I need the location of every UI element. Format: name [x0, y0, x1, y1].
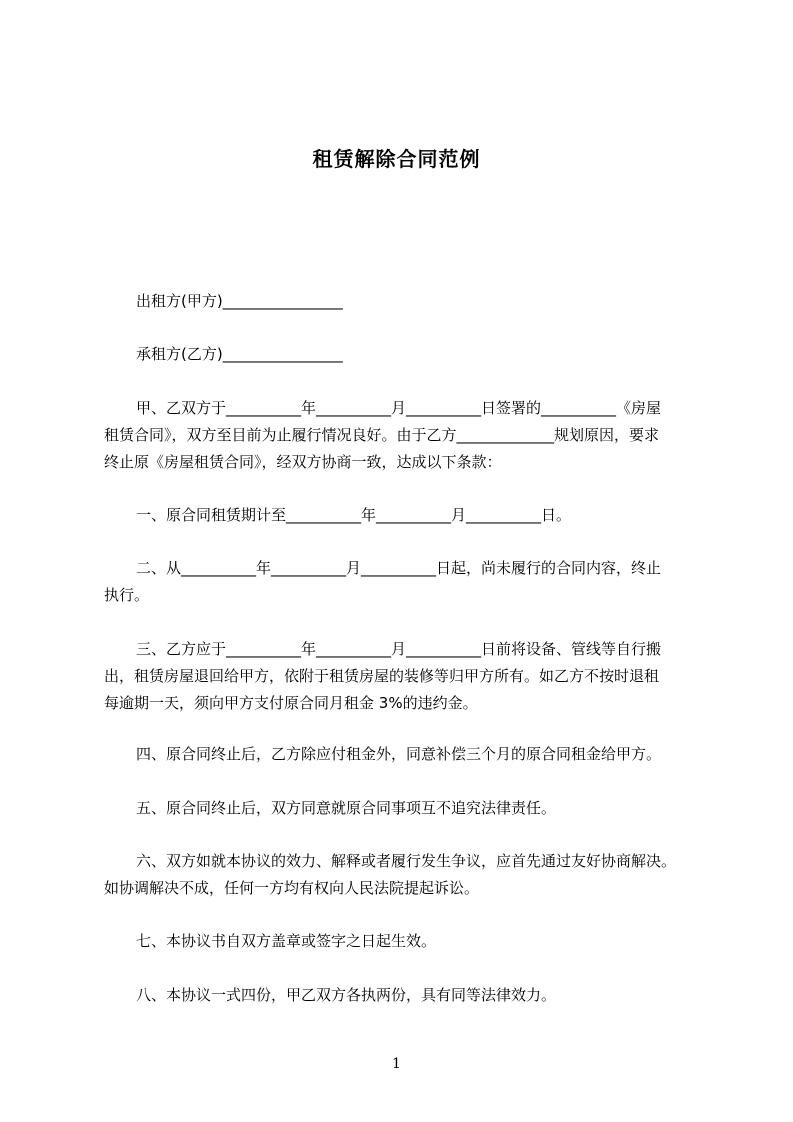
preamble-line: 终止原《房屋租赁合同》，经双方协商一致，达成以下条款： — [104, 453, 502, 471]
clause-6-line: 六、双方如就本协议的效力、解释或者履行发生争议，应首先通过友好协商解决。 — [136, 852, 677, 870]
clause-7: 七、本协议书自双方盖章或签字之日起生效。 — [136, 932, 437, 950]
page-title: 租赁解除合同范例 — [312, 147, 481, 171]
clause-2-line: 执行。 — [104, 586, 150, 604]
preamble-line: 租赁合同》，双方至目前为止履行情况良好。由于乙方_____________规划原因，要求 — [104, 426, 660, 444]
clause-3-line: 每逾期一天，须向甲方支付原合同月租金 3%的违约金。 — [104, 694, 478, 712]
clause-3-line: 三、乙方应于__________年__________月__________日前将设备、管线等自行搬 — [136, 640, 662, 658]
clause-2-line: 二、从__________年__________月__________日起，尚未履行的合同内容，终止 — [136, 559, 662, 577]
lessor-line: 出租方(甲方)________________ — [136, 292, 343, 310]
clause-5: 五、原合同终止后，双方同意就原合同事项互不追究法律责任。 — [136, 799, 557, 817]
preamble-line: 甲、乙双方于__________年__________月__________日签署的__________《房屋 — [136, 399, 662, 417]
clause-4: 四、原合同终止后，乙方除应付租金外，同意补偿三个月的原合同租金给甲方。 — [136, 745, 662, 763]
page-number: 1 — [392, 1056, 401, 1072]
clause-3-line: 出，租赁房屋退回给甲方，依附于租赁房屋的装修等归甲方所有。如乙方不按时退租 — [104, 667, 660, 685]
clause-8: 八、本协议一式四份，甲乙双方各执两份，具有同等法律效力。 — [136, 986, 557, 1004]
lessee-line: 承租方(乙方)________________ — [136, 345, 343, 363]
clause-6-line: 如协调解决不成，任何一方均有权向人民法院提起诉讼。 — [104, 879, 480, 897]
clause-1: 一、原合同租赁期计至__________年__________月__________日。 — [136, 506, 572, 524]
